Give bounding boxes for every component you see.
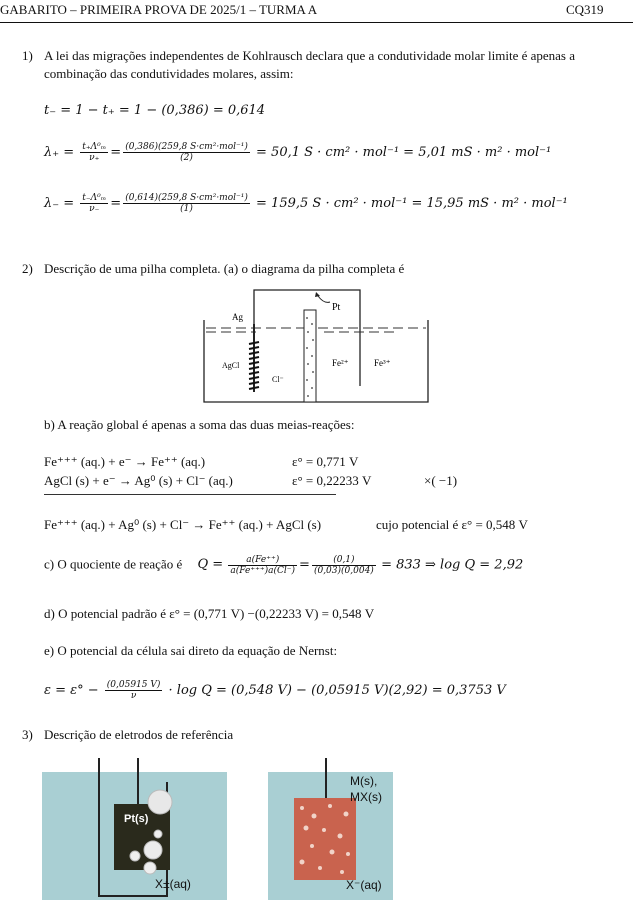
- frac-denominator: ν: [130, 691, 137, 701]
- q2-c-frac2: [312, 555, 376, 576]
- pt-pointer-arrow: [318, 296, 330, 302]
- q1-text-line2: combinação das condutividades molares, assim:: [44, 66, 294, 81]
- frac-numerator: (0,05915 V): [106, 680, 161, 690]
- reaction-total: Fe⁺⁺⁺ (aq.) + Ag⁰ (s) + Cl⁻ → Fe⁺⁺ (aq.) + AgCl (s): [44, 517, 322, 532]
- label-agcl: AgCl: [222, 361, 240, 370]
- q2-c-text: c) O quociente de reação é: [44, 556, 183, 572]
- gas-bubble: [144, 862, 156, 874]
- frac-denominator: ν₊: [89, 153, 100, 163]
- header-code: CQ319: [566, 2, 604, 17]
- label-fe2: Fe²⁺: [332, 358, 349, 368]
- hydrogen-electrode-image: [42, 758, 227, 900]
- lambda-plus-frac1: [80, 142, 108, 163]
- label-ion-1: X±(aq): [155, 877, 191, 891]
- q2-c-rhs: = 833 ⇒ log Q = 2,92: [381, 557, 524, 573]
- gas-bubble: [148, 790, 172, 814]
- lambda-plus-frac2: [123, 142, 250, 163]
- porous-membrane: [304, 310, 316, 402]
- mx-coated-electrode: [294, 798, 356, 880]
- q1-number: 1): [22, 48, 33, 63]
- eq-nernst: [44, 680, 506, 701]
- q2-c-frac1: [228, 555, 297, 576]
- eq-transport-number: t₋ = 1 − t₊ = 1 − (0,386) = 0,614: [44, 103, 266, 118]
- reaction-2: AgCl (s) + e⁻ → Ag⁰ (s) + Cl⁻ (aq.): [44, 473, 233, 488]
- eq-lambda-minus: λ₋ = $\frac{\text{t₋Λ⁰ₘ}}{\nu_-}$ = $\frac{\text{(0,614)(259,8 S·cm²·mol⁻¹)}}{(1)}$ = 159,5 S · cm² · mol⁻¹ = 15,95 mS · m² · mol⁻¹: [44, 193, 568, 214]
- lambda-minus-rhs: = 159,5 S · cm² · mol⁻¹ = 15,95 mS · m² · mol⁻¹: [256, 196, 568, 211]
- sum-divider: [44, 494, 336, 495]
- q3-number: 3): [22, 727, 33, 742]
- label-pt: Pt: [332, 302, 341, 313]
- frac-numerator: (0,1): [312, 555, 376, 566]
- lambda-plus-rhs: = 50,1 S · cm² · mol⁻¹ = 5,01 mS · m² · mol⁻¹: [256, 145, 552, 160]
- gas-bubble: [130, 851, 140, 861]
- eq-lambda-plus: λ₊ = $\frac{\text{t₊Λ⁰ₘ}}{\nu_+}$ = $\frac{\text{(0,386)(259,8 S·cm²·mol⁻¹)}}{(2)}$ = 50,1 S · cm² · mol⁻¹ = 5,01 mS · m² · mol⁻¹: [44, 142, 552, 163]
- label-cl: Cl⁻: [272, 375, 284, 384]
- cell-diagram: [196, 282, 436, 412]
- gas-bubble: [144, 841, 162, 859]
- q2-e-text: e) O potencial da célula sai direto da equação de Nernst:: [44, 643, 338, 658]
- reaction-1: Fe⁺⁺⁺ (aq.) + e⁻ → Fe⁺⁺ (aq.): [44, 454, 206, 469]
- frac-denominator: a(Fe⁺⁺⁺)a(Cl⁻): [230, 566, 296, 576]
- label-ms: M(s),: [350, 774, 378, 788]
- nernst-rhs: · log Q = (0,548 V) − (0,05915 V)(2,92) = 0,3753 V: [168, 683, 506, 698]
- gas-bubble: [154, 830, 162, 838]
- reaction-total-potential: cujo potencial é ε° = 0,548 V: [376, 517, 528, 532]
- label-ion-2: X⁻(aq): [346, 878, 382, 892]
- page-header: [0, 0, 633, 23]
- lambda-minus-frac1: [80, 193, 108, 214]
- label-mxs: MX(s): [350, 790, 382, 804]
- frac-denominator: (1): [180, 204, 193, 214]
- q1-text-line1: A lei das migrações independentes de Kohlrausch declara que a condutividade molar limite é apenas a: [44, 48, 575, 63]
- lambda-plus-lhs: λ₊ =: [44, 145, 75, 160]
- q2-intro: Descrição de uma pilha completa. (a) o diagrama da pilha completa é: [44, 261, 405, 276]
- q2-number: 2): [22, 261, 33, 276]
- frac-numerator: t₋Λ⁰ₘ: [82, 193, 107, 203]
- label-fe3: Fe³⁺: [374, 358, 391, 368]
- frac-numerator: a(Fe⁺⁺): [228, 555, 297, 566]
- frac-numerator: (0,614)(259,8 S·cm²·mol⁻¹): [125, 193, 248, 203]
- nernst-frac: [105, 680, 163, 701]
- nernst-lhs: ε = ε° −: [44, 683, 99, 698]
- reaction-1-potential: ε° = 0,771 V: [292, 454, 359, 469]
- lambda-minus-lhs: λ₋ =: [44, 196, 75, 211]
- reaction-2-multiplier: ×( −1): [424, 473, 458, 488]
- frac-denominator: (2): [180, 153, 193, 163]
- reaction-2-potential: ε° = 0,22233 V: [292, 473, 372, 488]
- frac-denominator: (0,03)(0,004): [313, 566, 374, 576]
- q2-d-text: d) O potencial padrão é ε° = (0,771 V) −(0,22233 V) = 0,548 V: [44, 606, 375, 621]
- frac-numerator: t₊Λ⁰ₘ: [82, 142, 107, 152]
- q2-c-line: c) O quociente de reação é Q = $\frac{a(Fe^{++})}{a(Fe^{+++})a(Cl^-)}$ = $\frac{(0,1)}{(0,03)(0,004)}$ = 833 ⇒ log Q = 2,92: [44, 555, 524, 576]
- pt-pointer-arrowhead: [315, 292, 320, 297]
- frac-numerator: (0,386)(259,8 S·cm²·mol⁻¹): [125, 142, 248, 152]
- q2-c-q: Q =: [197, 557, 224, 573]
- label-ag: Ag: [232, 312, 243, 322]
- header-title: GABARITO – PRIMEIRA PROVA DE 2025/1 – TURMA A: [0, 2, 318, 17]
- label-pt-s: Pt(s): [124, 813, 149, 825]
- lambda-minus-frac2: [123, 193, 250, 214]
- q3-text: Descrição de eletrodos de referência: [44, 727, 234, 742]
- q2-b-text: b) A reação global é apenas a soma das duas meias-reações:: [44, 417, 355, 432]
- frac-denominator: ν₋: [89, 204, 100, 214]
